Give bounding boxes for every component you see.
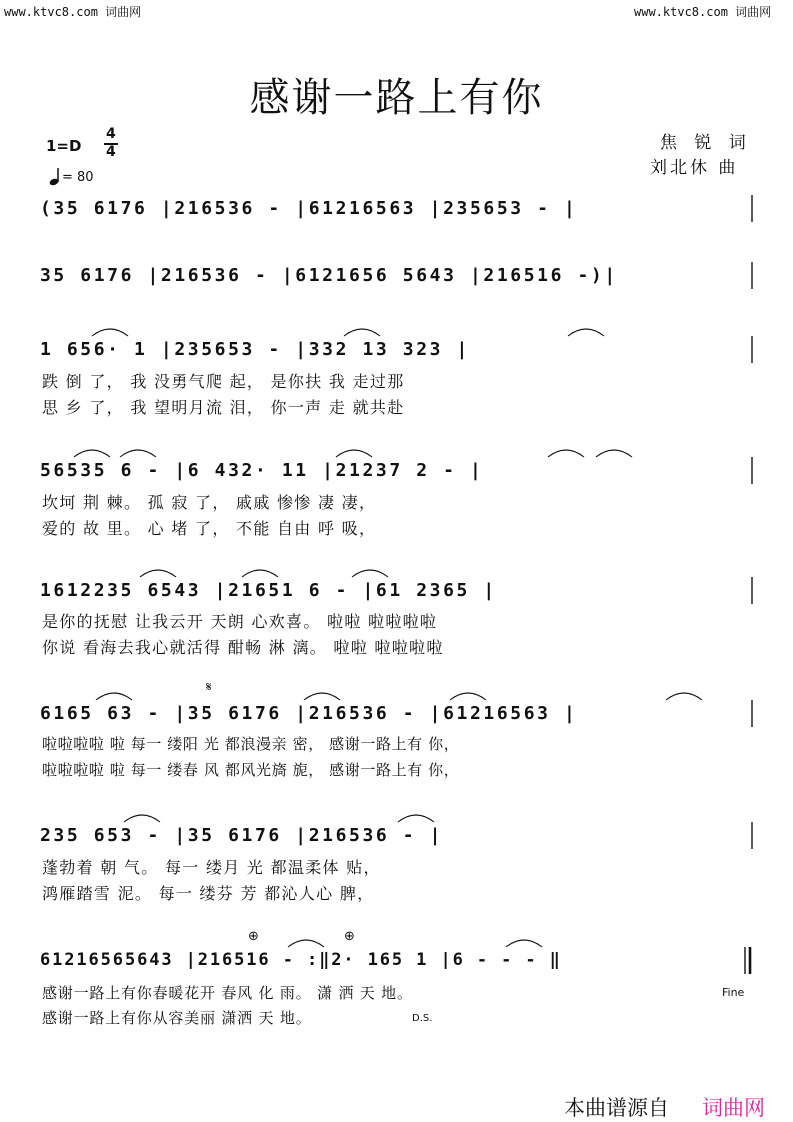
staff-line-3-lyric-1: 跌 倒 了， 我 没勇气爬 起， 是你扶 我 走过那 [42,372,405,391]
segno-marking: 𝄋 [206,680,212,695]
song-title: 感谢一路上有你 [249,75,544,121]
time-signature-top: 4 [106,126,116,142]
brand-logo-text[interactable]: 词曲网 [702,1096,765,1120]
staff-line-2-notes: 35 6176 |216536 - |6121656 5643 |216516 -)| [40,265,618,286]
staff-line-5-lyric-2: 你说 看海去我心就活得 酣畅 淋 漓。 啦啦 啦啦啦啦 [42,638,444,657]
staff-line-8-notes: 61216565643 |216516 - :‖2· 165 1 |6 - - - ‖ [40,950,562,970]
staff-line-5-notes: 1612235 6543 |21651 6 - |61 2365 | [40,580,497,601]
staff-line-4-notes: 56535 6 - |6 432· 11 |21237 2 - | [40,460,484,481]
staff-line-5-lyric-1: 是你的抚慰 让我云开 天朗 心欢喜。 啦啦 啦啦啦啦 [42,612,438,631]
ds-marking: D.S. [412,1013,433,1024]
quarter-note-icon [49,166,61,190]
staff-line-3-notes: 1 656· 1 |235653 - |332 13 323 | [40,339,470,360]
tempo-value: = 80 [62,170,94,185]
coda-marking-1: ⊕ [248,929,259,944]
watermark-left: www.ktvc8.com 词曲网 [4,5,142,19]
fine-marking: Fine [722,986,745,999]
coda-marking-2: ⊕ [344,929,355,944]
key-signature: 1=D [46,137,82,155]
staff-line-6-lyric-2: 啦啦啦啦 啦 每一 缕春 风 都风光旖 旎， 感谢一路上有 你， [42,761,460,779]
staff-line-7-notes: 235 653 - |35 6176 |216536 - | [40,825,444,846]
staff-line-4-lyric-2: 爱的 故 里。 心 堵 了， 不能 自由 呼 吸， [42,519,377,538]
watermark-right: www.ktvc8.com 词曲网 [634,5,772,19]
composer-credit: 刘北休 曲 [650,158,739,178]
staff-line-1-notes: (35 6176 |216536 - |61216563 |235653 - | [40,198,578,219]
staff-line-8-lyric-1: 感谢一路上有你春暖花开 春风 化 雨。 潇 洒 天 地。 [42,984,413,1002]
staff-line-8-lyric-2: 感谢一路上有你从容美丽 潇洒 天 地。 [42,1009,312,1027]
staff-line-6-notes: 6165 63 - |35 6176 |216536 - |61216563 | [40,703,578,724]
staff-line-4-lyric-1: 坎坷 荆 棘。 孤 寂 了， 戚戚 惨惨 凄 凄， [42,493,377,512]
staff-line-7-lyric-1: 蓬勃着 朝 气。 每一 缕月 光 都温柔体 贴， [42,858,381,877]
time-signature-bottom: 4 [106,144,116,160]
staff-line-6-lyric-1: 啦啦啦啦 啦 每一 缕阳 光 都浪漫亲 密， 感谢一路上有 你， [42,735,460,753]
staff-line-3-lyric-2: 思 乡 了， 我 望明月流 泪， 你一声 走 就共赴 [42,398,405,417]
lyricist-credit: 焦 锐 词 [660,133,752,153]
source-text: 本曲谱源自 [564,1096,669,1120]
staff-line-7-lyric-2: 鸿雁踏雪 泥。 每一 缕芬 芳 都沁人心 脾， [42,884,375,903]
